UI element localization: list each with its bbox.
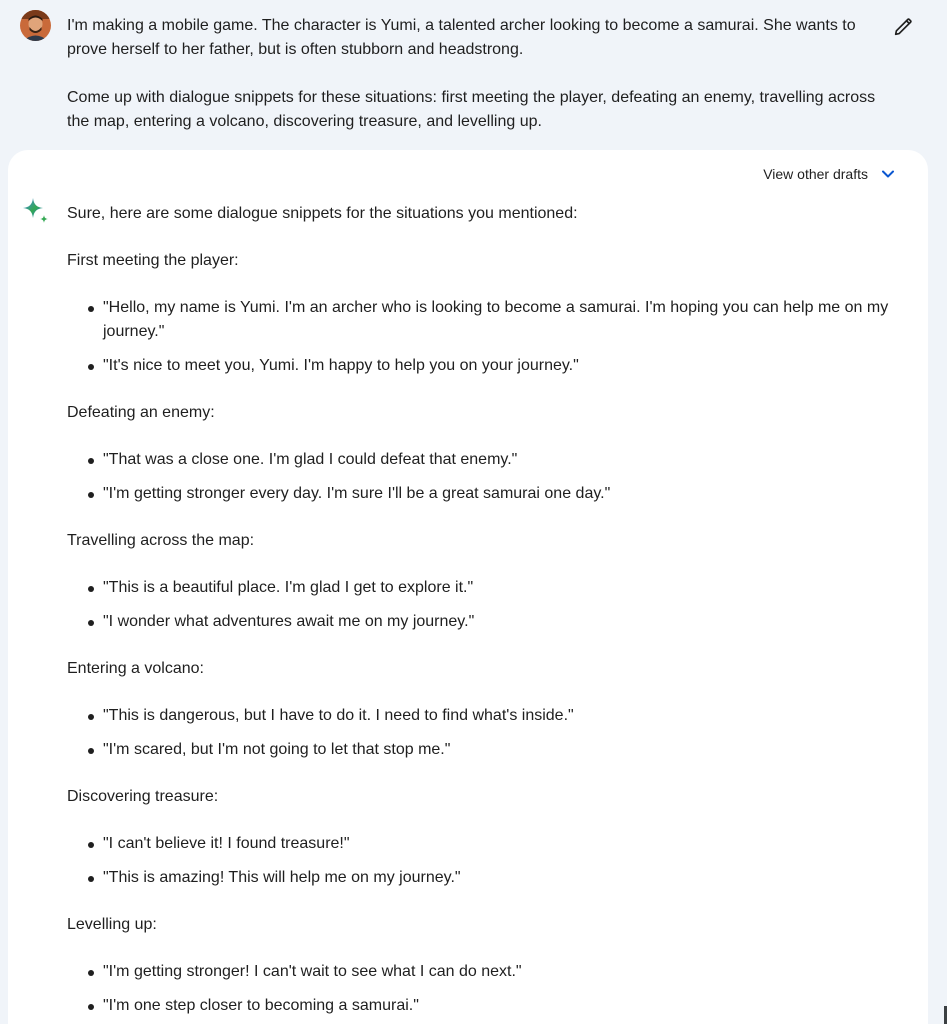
bullet-icon	[88, 842, 94, 848]
bullet-icon	[88, 876, 94, 882]
bullet-icon	[88, 748, 94, 754]
bullet-icon	[88, 492, 94, 498]
prompt-text	[67, 14, 877, 134]
dialogue-item	[67, 704, 907, 728]
section-heading: Levelling up:	[67, 916, 157, 933]
bullet-icon	[88, 458, 94, 464]
user-avatar-icon[interactable]	[20, 10, 51, 41]
bullet-icon	[88, 586, 94, 592]
dialogue-list	[67, 576, 907, 634]
dialogue-item	[67, 296, 907, 344]
dialogue-text: "I can't believe it! I found treasure!"	[103, 835, 350, 852]
section-treasure	[67, 785, 907, 890]
dialogue-item	[67, 960, 907, 984]
dialogue-item	[67, 482, 907, 506]
section-travelling	[67, 529, 907, 634]
dialogue-item	[67, 576, 907, 600]
dialogue-item	[67, 448, 907, 472]
dialogue-text: "This is amazing! This will help me on my journey."	[103, 869, 461, 886]
dialogue-text: "I'm getting stronger! I can't wait to see what I can do next."	[103, 963, 522, 980]
view-other-drafts-button[interactable]	[763, 164, 898, 184]
dialogue-text: "I'm one step closer to becoming a samurai."	[103, 997, 419, 1014]
dialogue-item	[67, 832, 907, 856]
bullet-icon	[88, 620, 94, 626]
section-volcano	[67, 657, 907, 762]
prompt-paragraph: I'm making a mobile game. The character is Yumi, a talented archer looking to become a samurai. She wants to prove herself to her father, but is often stubborn and headstrong.	[67, 17, 856, 58]
section-heading: Defeating an enemy:	[67, 404, 215, 421]
section-levelling-up	[67, 913, 907, 1018]
dialogue-item	[67, 354, 907, 378]
response-card	[8, 150, 928, 1024]
pencil-icon	[892, 16, 914, 38]
response-intro: Sure, here are some dialogue snippets for the situations you mentioned:	[67, 205, 578, 222]
prompt-paragraph: Come up with dialogue snippets for these situations: first meeting the player, defeating an enemy, travelling across the map, entering a volcano, discovering treasure, and levelling up.	[67, 89, 876, 130]
bullet-icon	[88, 970, 94, 976]
bullet-icon	[88, 714, 94, 720]
dialogue-list	[67, 960, 907, 1018]
section-first-meeting	[67, 249, 907, 378]
dialogue-item	[67, 866, 907, 890]
chevron-down-icon	[878, 164, 898, 184]
section-defeating-enemy	[67, 401, 907, 506]
section-heading: Discovering treasure:	[67, 788, 219, 805]
gemini-sparkle-icon	[20, 197, 50, 227]
dialogue-list	[67, 704, 907, 762]
dialogue-text: "I wonder what adventures await me on my journey."	[103, 613, 475, 630]
dialogue-list	[67, 448, 907, 506]
response-body	[67, 202, 907, 1024]
dialogue-text: "This is a beautiful place. I'm glad I get to explore it."	[103, 579, 474, 596]
view-other-drafts-label: View other drafts	[763, 166, 868, 182]
section-heading: Travelling across the map:	[67, 532, 255, 549]
bullet-icon	[88, 306, 94, 312]
dialogue-list	[67, 296, 907, 378]
dialogue-item	[67, 994, 907, 1018]
dialogue-text: "It's nice to meet you, Yumi. I'm happy to help you on your journey."	[103, 357, 579, 374]
bullet-icon	[88, 1004, 94, 1010]
edit-prompt-button[interactable]	[890, 14, 916, 40]
dialogue-text: "Hello, my name is Yumi. I'm an archer who is looking to become a samurai. I'm hoping you can help me on my journey."	[103, 299, 889, 340]
dialogue-text: "I'm getting stronger every day. I'm sure I'll be a great samurai one day."	[103, 485, 611, 502]
dialogue-text: "This is dangerous, but I have to do it. I need to find what's inside."	[103, 707, 574, 724]
section-heading: Entering a volcano:	[67, 660, 204, 677]
dialogue-text: "That was a close one. I'm glad I could defeat that enemy."	[103, 451, 518, 468]
dialogue-list	[67, 832, 907, 890]
user-prompt	[0, 0, 947, 150]
section-heading: First meeting the player:	[67, 252, 239, 269]
dialogue-item	[67, 738, 907, 762]
bullet-icon	[88, 364, 94, 370]
dialogue-text: "I'm scared, but I'm not going to let that stop me."	[103, 741, 451, 758]
dialogue-item	[67, 610, 907, 634]
